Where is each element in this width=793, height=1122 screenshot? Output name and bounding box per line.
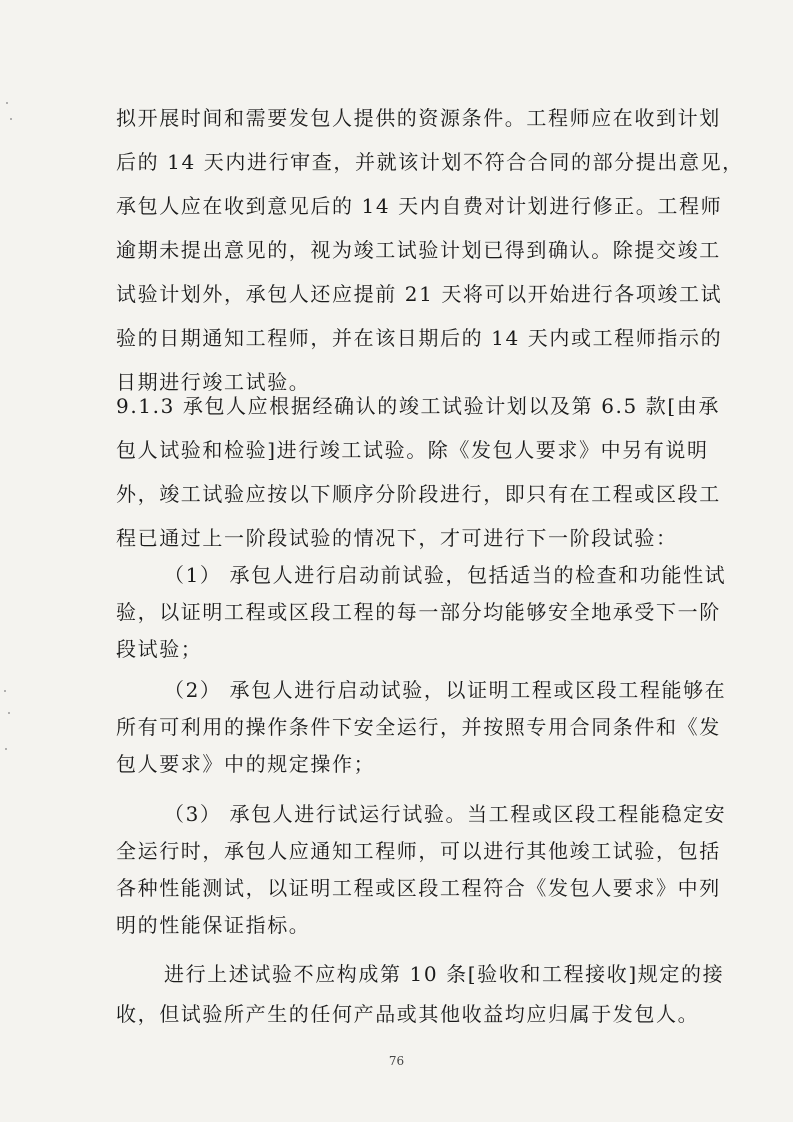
clause-line: 9.1.3 承包人应根据经确认的竣工试验计划以及第 6.5 款[由承 xyxy=(116,394,720,418)
paragraph-line: 逾期未提出意见的，视为竣工试验计划已得到确认。除提交竣工 xyxy=(116,238,721,262)
paragraph-line: 承包人应在收到意见后的 14 天内自费对计划进行修正。工程师 xyxy=(116,194,723,218)
list-item-line: 全运行时，承包人应通知工程师，可以进行其他竣工试验，包括 xyxy=(116,839,721,863)
list-item-line: 明的性能保证指标。 xyxy=(116,913,311,937)
list-item-line: 包人要求》中的规定操作； xyxy=(116,752,376,776)
clause-line: 外，竣工试验应按以下顺序分阶段进行，即只有在工程或区段工 xyxy=(116,482,721,506)
list-item-line: 所有可利用的操作条件下安全运行，并按照专用合同条件和《发 xyxy=(116,715,721,739)
scan-speck xyxy=(5,748,7,750)
paragraph-line: 验的日期通知工程师，并在该日期后的 14 天内或工程师指示的 xyxy=(116,326,723,350)
clause-line: 包人试验和检验]进行竣工试验。除《发包人要求》中另有说明 xyxy=(116,438,709,462)
list-item-line: 各种性能测试，以证明工程或区段工程符合《发包人要求》中列 xyxy=(116,876,721,900)
paragraph-line: 后的 14 天内进行审查，并就该计划不符合合同的部分提出意见， xyxy=(116,150,744,174)
paragraph-line: 进行上述试验不应构成第 10 条[验收和工程接收]规定的接 xyxy=(164,962,725,986)
clause-line: 程已通过上一阶段试验的情况下，才可进行下一阶段试验： xyxy=(116,526,678,550)
scan-speck xyxy=(4,690,6,692)
scan-speck xyxy=(6,102,8,104)
paragraph-line: 日期进行竣工试验。 xyxy=(116,370,311,394)
scan-speck xyxy=(10,118,12,120)
list-item-line: 段试验； xyxy=(116,637,203,661)
paragraph-line: 收，但试验所产生的任何产品或其他收益均应归属于发包人。 xyxy=(116,1002,700,1026)
page-number: 76 xyxy=(388,1054,405,1068)
paragraph-line: 试验计划外，承包人还应提前 21 天将可以开始进行各项竣工试 xyxy=(116,282,723,306)
list-item-line: （2） 承包人进行启动试验，以证明工程或区段工程能够在 xyxy=(164,678,727,702)
paragraph-line: 拟开展时间和需要发包人提供的资源条件。工程师应在收到计划 xyxy=(116,106,721,130)
scan-speck xyxy=(8,712,10,714)
list-item-line: （1） 承包人进行启动前试验，包括适当的检查和功能性试 xyxy=(164,563,727,587)
list-item-line: （3） 承包人进行试运行试验。当工程或区段工程能稳定安 xyxy=(164,802,727,826)
list-item-line: 验，以证明工程或区段工程的每一部分均能够安全地承受下一阶 xyxy=(116,600,721,624)
